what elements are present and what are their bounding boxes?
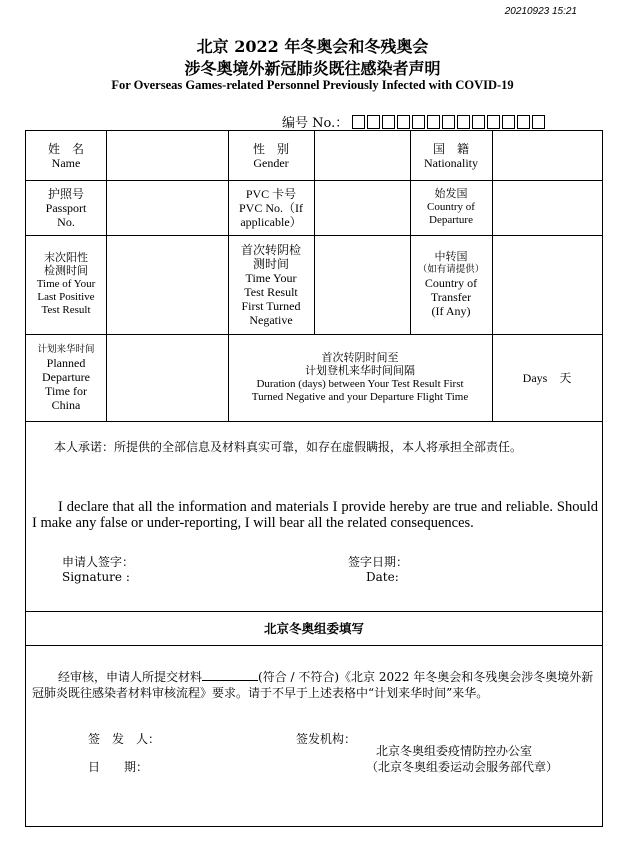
departure-country-field[interactable]	[492, 180, 602, 235]
serial-boxes[interactable]	[352, 115, 547, 129]
days-field[interactable]	[492, 334, 602, 421]
title-line2: 涉冬奥境外新冠肺炎既往感染者声明	[184, 59, 441, 78]
signature-field[interactable]	[146, 557, 326, 585]
serial-digit-box[interactable]	[472, 115, 485, 129]
serial-digit-box[interactable]	[427, 115, 440, 129]
passport-field[interactable]	[106, 180, 228, 235]
pvc-field[interactable]	[314, 180, 410, 235]
planned-departure-field[interactable]	[106, 334, 228, 421]
serial-digit-box[interactable]	[352, 115, 365, 129]
timestamp: 20210923 15:21	[504, 6, 577, 17]
last-positive-field[interactable]	[106, 235, 228, 334]
departure-country-label: 始发国 Country of Departure	[427, 188, 475, 226]
passport-label: 护照号 Passport No.	[45, 186, 87, 229]
declaration-english: I declare that all the information and materials I provide hereby are true and reliable. Should I make any false or under-reporting, I will bear all the related consequences.	[32, 499, 598, 531]
name-label: 姓 名 Name	[47, 141, 84, 170]
transfer-country-label: 中转国 （如有请提供） Country of Transfer (If Any)	[417, 251, 485, 318]
days-label: Days 天	[522, 370, 572, 385]
declaration-chinese: 本人承诺：所提供的全部信息及材料真实可靠，如存在虚假瞒报，本人将承担全部责任。	[54, 440, 523, 454]
signature-date-field[interactable]	[426, 557, 586, 585]
issuing-org-line2: （北京冬奥组委运动会服务部代章）	[366, 760, 559, 774]
applicant-signature-label: 申请人签字： Signature :	[62, 555, 135, 584]
issue-date-label: 日 期：	[88, 760, 149, 774]
transfer-country-field[interactable]	[492, 235, 602, 334]
form-frame	[25, 130, 603, 827]
review-statement: 经审核，申请人所提交材料 (符合 / 不符合)《北京 2022 年冬奥会和冬残奥会涉冬奥境外新冠肺炎既往感染者材料审核流程》要求。请于不早于上述表格中“计划来华时间”来华。	[32, 670, 594, 700]
review-blank[interactable]	[202, 680, 258, 681]
serial-digit-box[interactable]	[367, 115, 380, 129]
last-positive-label: 末次阳性 检测时间 Time of Your Last Positive Test Result	[36, 252, 96, 316]
first-negative-label: 首次转阴检 测时间 Time Your Test Result First Turned Negative	[240, 242, 301, 327]
pvc-label: PVC 卡号 PVC No.（If applicable）	[238, 186, 303, 229]
serial-digit-box[interactable]	[517, 115, 530, 129]
gender-label: 性 别 Gender	[252, 141, 289, 170]
serial-digit-box[interactable]	[397, 115, 410, 129]
name-field[interactable]	[106, 131, 228, 180]
serial-digit-box[interactable]	[502, 115, 515, 129]
serial-digit-box[interactable]	[442, 115, 455, 129]
duration-label: 首次转阴时间至 计划登机来华时间间隔 Duration (days) between Your Test Result First Turned Negative and your Departure Flight Time	[251, 351, 469, 403]
row-divider	[26, 611, 602, 612]
nationality-field[interactable]	[492, 131, 602, 180]
serial-digit-box[interactable]	[487, 115, 500, 129]
gender-field[interactable]	[314, 131, 410, 180]
serial-label: 编号 No.：	[282, 116, 349, 131]
row-divider	[26, 421, 602, 422]
issuing-org-label: 签发机构：	[296, 732, 357, 746]
title-english: For Overseas Games-related Personnel Previously Infected with COVID-19	[111, 78, 514, 92]
serial-number	[282, 112, 547, 131]
issuing-org-line1: 北京冬奥组委疫情防控办公室	[376, 744, 533, 758]
serial-digit-box[interactable]	[532, 115, 545, 129]
serial-digit-box[interactable]	[412, 115, 425, 129]
committee-section-title: 北京冬奥组委填写	[263, 621, 364, 636]
first-negative-field[interactable]	[314, 235, 410, 334]
signature-date-label: 签字日期： Date:	[348, 555, 409, 584]
planned-departure-label: 计划来华时间 Planned Departure Time for China	[37, 344, 95, 412]
serial-digit-box[interactable]	[457, 115, 470, 129]
serial-digit-box[interactable]	[382, 115, 395, 129]
nationality-label: 国 籍 Nationality	[424, 141, 478, 170]
issuer-label: 签 发 人：	[88, 732, 161, 746]
title-line1: 北京 2022 年冬奥会和冬残奥会	[196, 37, 429, 56]
row-divider	[26, 645, 602, 646]
